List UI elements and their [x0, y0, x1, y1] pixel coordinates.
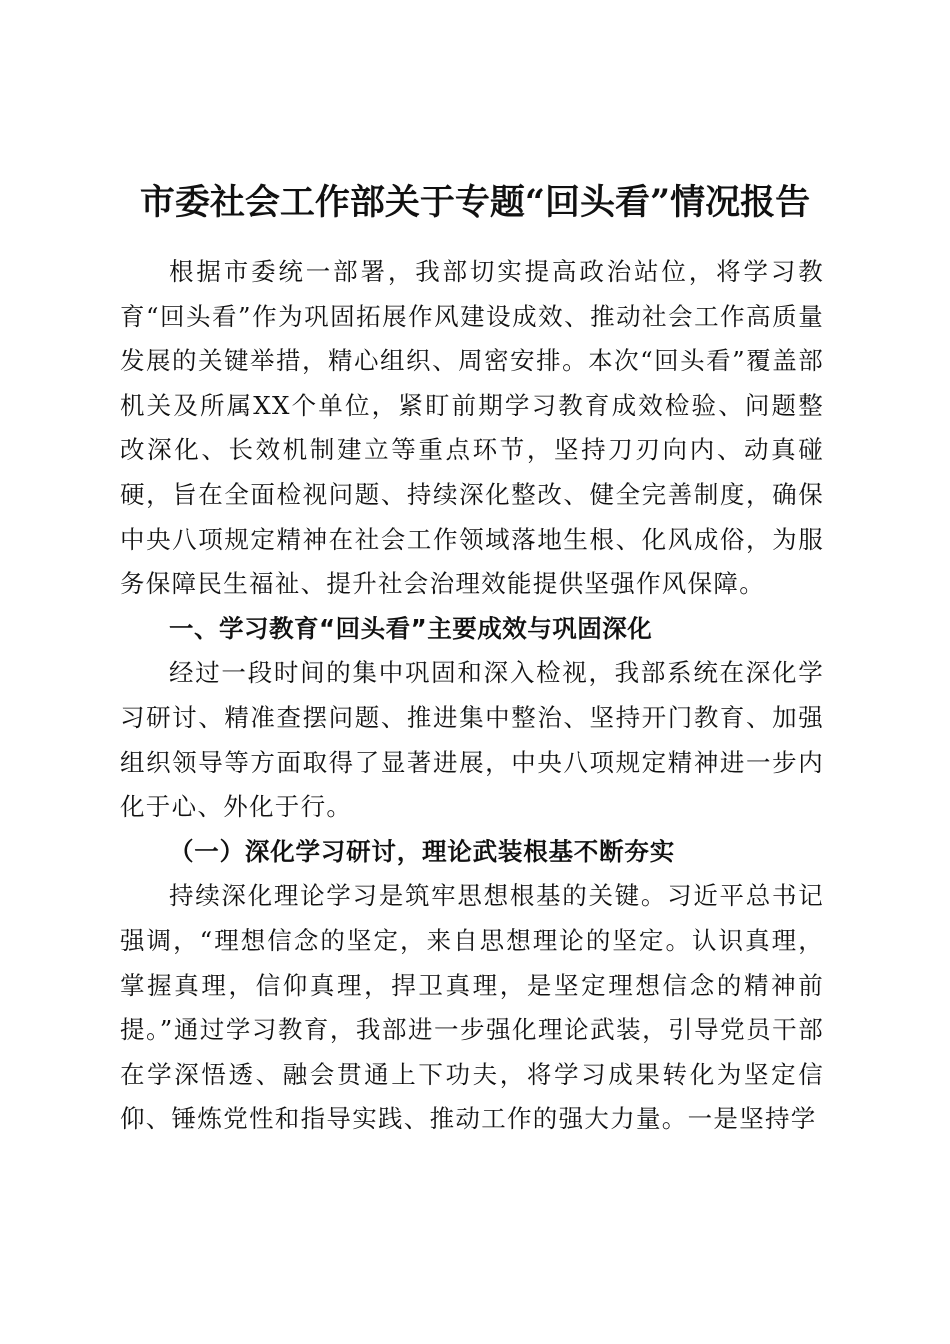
section-1-paragraph: 经过一段时间的集中巩固和深入检视，我部系统在深化学习研讨、精准查摆问题、推进集中整治、坚持开门教育、加强组织领导等方面取得了显著进展，中央八项规定精神进一步内化于心、外化于行。 — [120, 658, 824, 822]
section-heading-1: 一、学习教育“回头看”主要成效与巩固深化 — [169, 613, 653, 643]
document-title: 市委社会工作部关于专题“回头看”情况报告 — [139, 182, 811, 223]
subsection-heading-1: （一）深化学习研讨，理论武装根基不断夯实 — [169, 836, 675, 866]
subsection-1-paragraph: 持续深化理论学习是筑牢思想根基的关键。习近平总书记强调，“理想信念的坚定，来自思想理论的坚定。认识真理，掌握真理，信仰真理，捍卫真理，是坚定理想信念的精神前提。”通过学习教育，我部进一步强化理论武装，引导党员干部在学深悟透、融会贯通上下功夫，将学习成果转化为坚定信仰、锤炼党性和指导实践、推动工作的强大力量。一是坚持学 — [120, 881, 824, 1134]
intro-paragraph: 根据市委统一部署，我部切实提高政治站位，将学习教育“回头看”作为巩固拓展作风建设成效、推动社会工作高质量发展的关键举措，精心组织、周密安排。本次“回头看”覆盖部机关及所属XX个单位，紧盯前期学习教育成效检验、问题整改深化、长效机制建立等重点环节，坚持刀刃向内、动真碰硬，旨在全面检视问题、持续深化整改、健全完善制度，确保中央八项规定精神在社会工作领域落地生根、化风成俗，为服务保障民生福祉、提升社会治理效能提供坚强作风保障。 — [120, 257, 824, 599]
document-body — [120, 250, 824, 1142]
